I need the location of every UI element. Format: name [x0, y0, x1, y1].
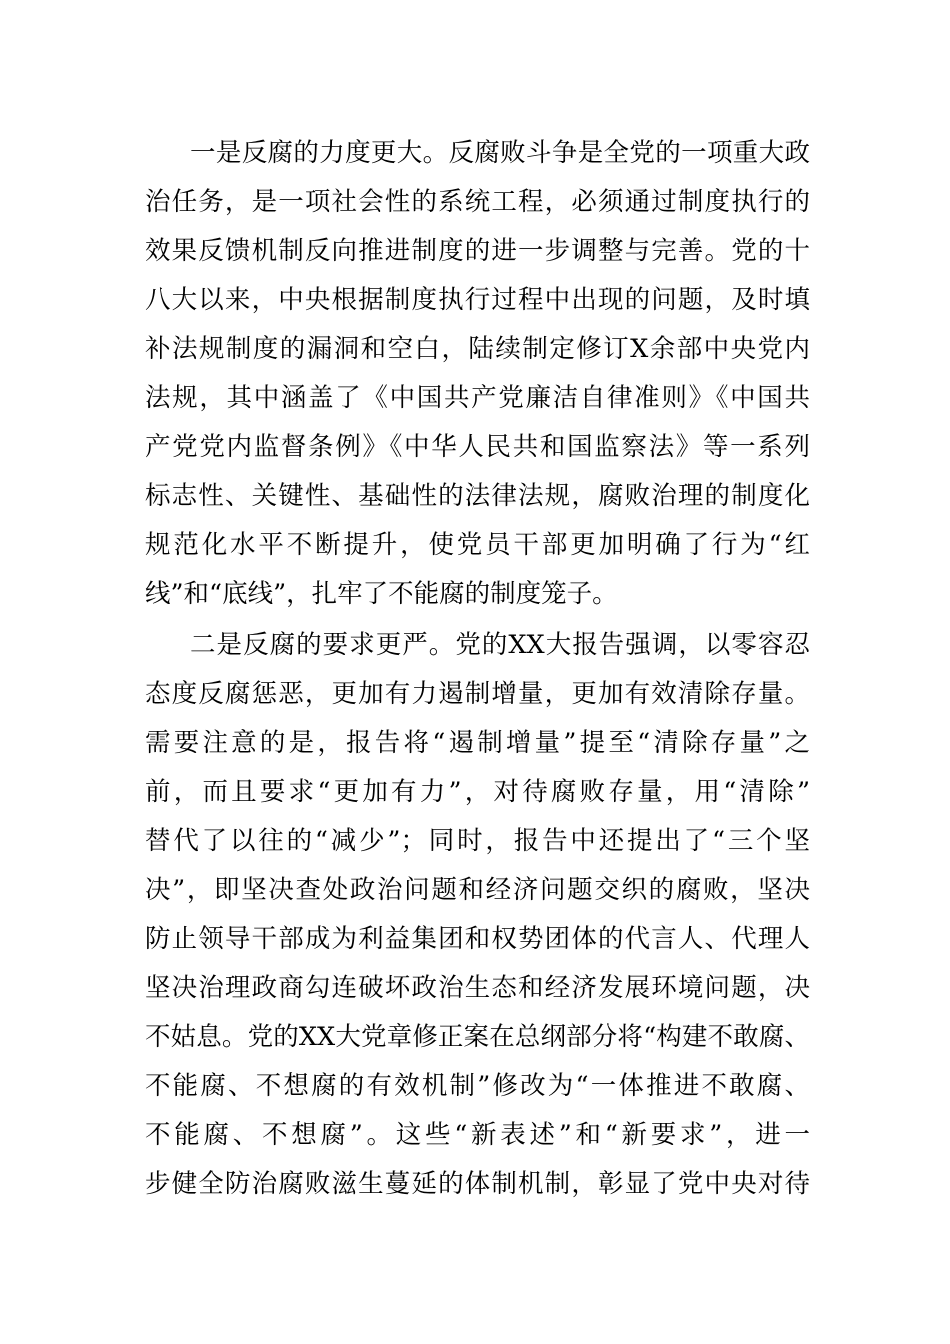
paragraph-2-line-9: 不姑息。党的XX大党章修正案在总纲部分将“构建不敢腐、: [145, 1022, 810, 1052]
paragraph-1-line-6: 法规，其中涵盖了《中国共产党廉洁自律准则》《中国共: [145, 383, 810, 413]
paragraph-1-line-4: 八大以来，中央根据制度执行过程中出现的问题，及时填: [145, 285, 810, 315]
paragraph-2-line-10: 不能腐、不想腐的有效机制”修改为“一体推进不敢腐、: [145, 1071, 810, 1101]
paragraph-1-line-3: 效果反馈机制反向推进制度的进一步调整与完善。党的十: [145, 236, 810, 266]
paragraph-1-line-7: 产党党内监督条例》《中华人民共和国监察法》等一系列: [145, 432, 810, 462]
paragraph-1-line-5: 补法规制度的漏洞和空白，陆续制定修订X余部中央党内: [145, 334, 810, 364]
paragraph-2-line-7: 防止领导干部成为利益集团和权势团体的代言人、代理人: [145, 924, 810, 954]
paragraph-2-line-6: 决”，即坚决查处政治问题和经济问题交织的腐败，坚决: [145, 875, 810, 905]
paragraph-2-line-11: 不能腐、不想腐”。这些“新表述”和“新要求”，进一: [145, 1120, 810, 1150]
paragraph-2-line-2: 态度反腐惩恶，更加有力遏制增量，更加有效清除存量。: [145, 679, 810, 709]
paragraph-2-line-4: 前，而且要求“更加有力”，对待腐败存量，用“清除”: [145, 777, 810, 807]
paragraph-2-line-1: 二是反腐的要求更严。党的XX大报告强调，以零容忍: [190, 630, 810, 660]
paragraph-2-line-12: 步健全防治腐败滋生蔓延的体制机制，彰显了党中央对待: [145, 1169, 810, 1199]
paragraph-2-line-5: 替代了以往的“减少”；同时，报告中还提出了“三个坚: [145, 826, 810, 856]
paragraph-2-line-3: 需要注意的是，报告将“遏制增量”提至“清除存量”之: [145, 728, 810, 758]
paragraph-1-line-8: 标志性、关键性、基础性的法律法规，腐败治理的制度化: [145, 481, 810, 511]
paragraph-1-line-2: 治任务，是一项社会性的系统工程，必须通过制度执行的: [145, 187, 810, 217]
paragraph-2-line-8: 坚决治理政商勾连破坏政治生态和经济发展环境问题，决: [145, 973, 810, 1003]
paragraph-1-line-10: 线”和“底线”，扎牢了不能腐的制度笼子。: [145, 579, 618, 609]
paragraph-1-line-9: 规范化水平不断提升，使党员干部更加明确了行为“红: [145, 530, 810, 560]
paragraph-1-line-1: 一是反腐的力度更大。反腐败斗争是全党的一项重大政: [190, 138, 810, 168]
